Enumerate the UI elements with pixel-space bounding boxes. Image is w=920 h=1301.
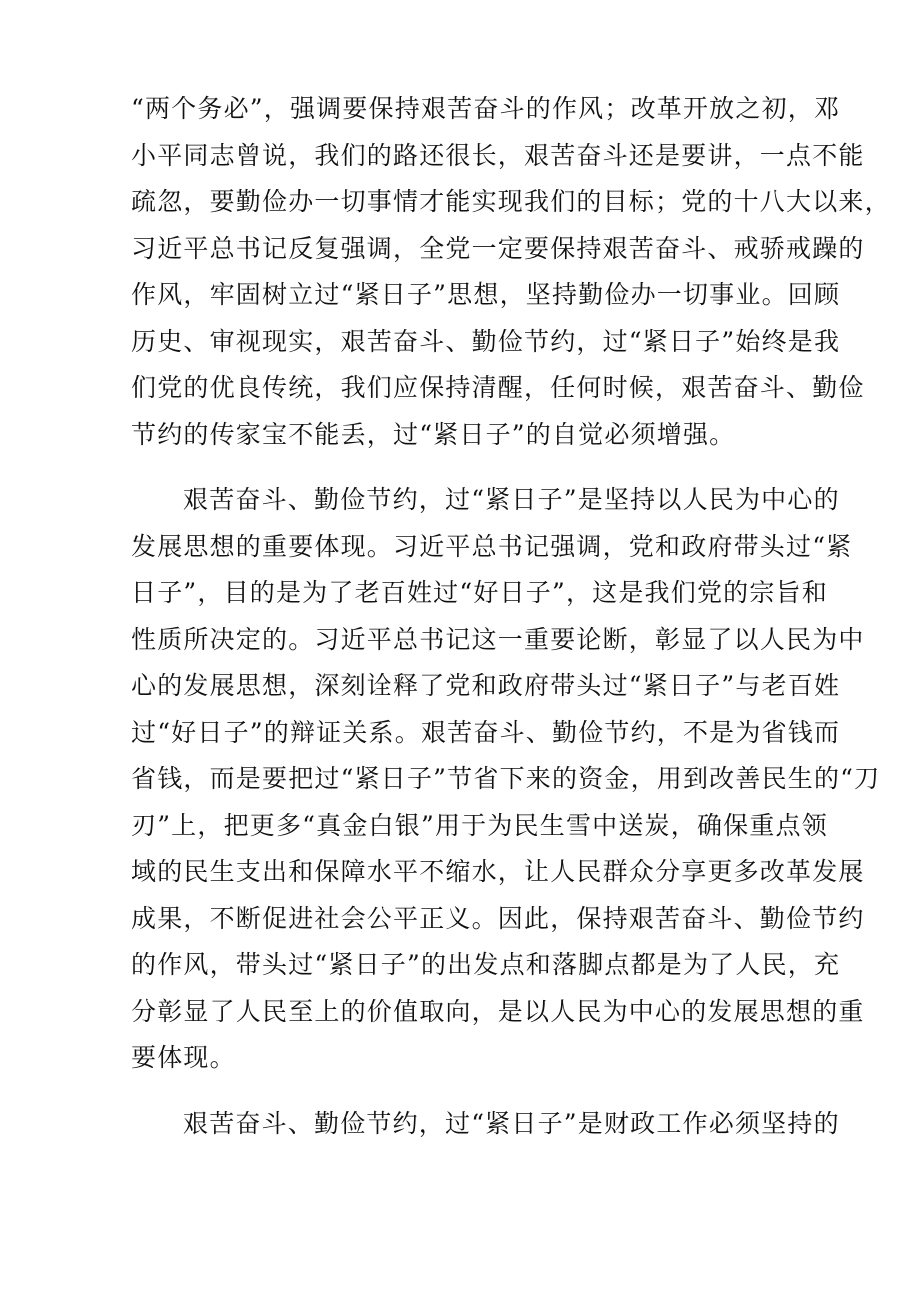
paragraph-line: 刃”上，把更多“真金白银”用于为民生雪中送炭，确保重点领	[131, 810, 828, 840]
paragraph-1	[131, 86, 891, 458]
paragraph-line: 成果，不断促进社会公平正义。因此，保持艰苦奋斗、勤俭节约	[131, 903, 865, 933]
paragraph-2	[131, 477, 881, 1082]
paragraph-line: 分彰显了人民至上的价值取向，是以人民为中心的发展思想的重	[131, 996, 865, 1026]
paragraph-line: 性质所决定的。习近平总书记这一重要论断，彰显了以人民为中	[131, 624, 865, 654]
paragraph-line: 要体现。	[131, 1043, 236, 1072]
paragraph-line: 历史、审视现实，艰苦奋斗、勤俭节约，过“紧日子”始终是我	[131, 326, 841, 356]
paragraph-line: 们党的优良传统，我们应保持清醒，任何时候，艰苦奋斗、勤俭	[131, 373, 865, 402]
paragraph-line: 习近平总书记反复强调，全党一定要保持艰苦奋斗、戒骄戒躁的	[131, 233, 865, 263]
paragraph-line: 过“好日子”的辩证关系。艰苦奋斗、勤俭节约，不是为省钱而	[131, 717, 841, 747]
paragraph-line: 发展思想的重要体现。习近平总书记强调，党和政府带头过“紧	[131, 531, 853, 561]
paragraph-line: 作风，牢固树立过“紧日子”思想，坚持勤俭办一切事业。回顾	[131, 280, 841, 309]
paragraph-line: 小平同志曾说，我们的路还很长，艰苦奋斗还是要讲，一点不能	[131, 140, 865, 170]
paragraph-line: 艰苦奋斗、勤俭节约，过“紧日子”是坚持以人民为中心的	[183, 485, 840, 514]
paragraph-line: 省钱，而是要把过“紧日子”节省下来的资金，用到改善民生的“刀	[131, 764, 881, 793]
paragraph-line: 日子”，目的是为了老百姓过“好日子”，这是我们党的宗旨和	[131, 578, 828, 607]
paragraph-line: 域的民生支出和保障水平不缩水，让人民群众分享更多改革发展	[131, 857, 865, 886]
paragraph-line: “两个务必”，强调要保持艰苦奋斗的作风；改革开放之初，邓	[131, 94, 841, 123]
paragraph-line: 心的发展思想，深刻诠释了党和政府带头过“紧日子”与老百姓	[131, 671, 841, 700]
document-body	[131, 86, 891, 1147]
paragraph-line: 节约的传家宝不能丢，过“紧日子”的自觉必须增强。	[131, 419, 736, 449]
paragraph-3	[131, 1101, 840, 1148]
paragraph-line: 疏忽，要勤俭办一切事情才能实现我们的目标；党的十八大以来，	[131, 187, 891, 216]
paragraph-line: 艰苦奋斗、勤俭节约，过“紧日子”是财政工作必须坚持的	[183, 1108, 840, 1138]
paragraph-line: 的作风，带头过“紧日子”的出发点和落脚点都是为了人民，充	[131, 950, 841, 979]
